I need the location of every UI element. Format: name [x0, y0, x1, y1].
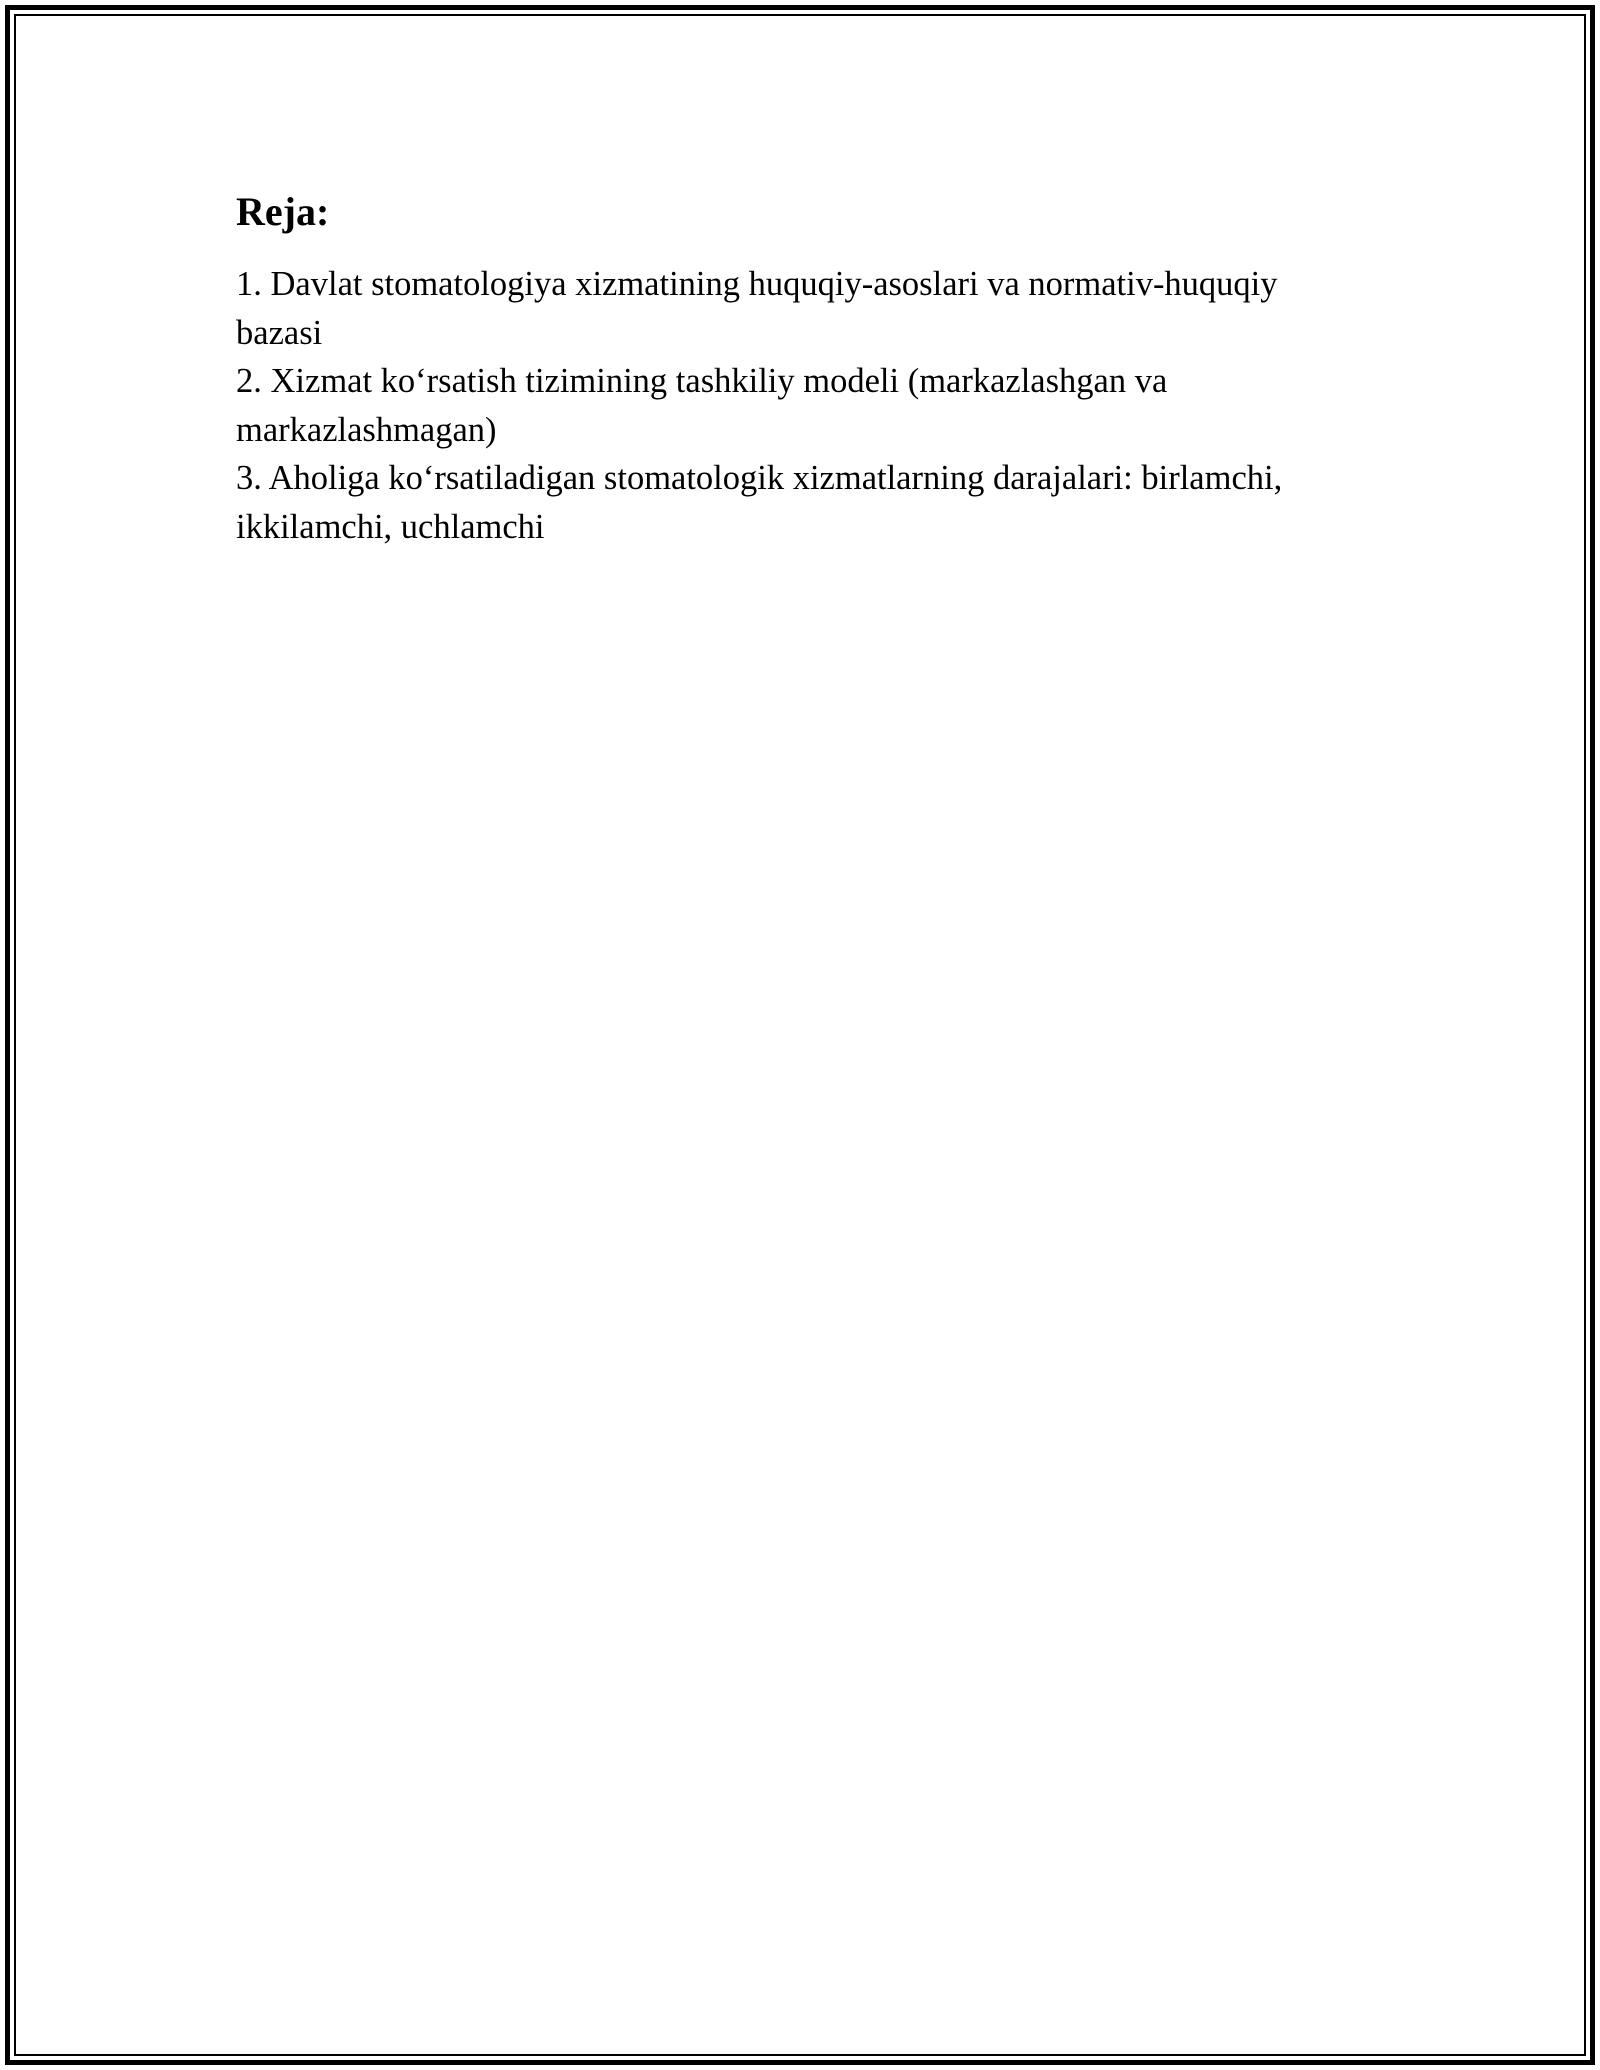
plan-item-2: 2. Xizmat ko‘rsatish tizimining tashkiliy modeli (markazlashgan va markazlashmagan) — [236, 362, 1168, 449]
page-content — [236, 186, 1366, 551]
plan-heading: Reja: — [236, 189, 330, 234]
plan-list — [236, 260, 1366, 551]
plan-item-1: 1. Davlat stomatologiya xizmatining huquqiy-asoslari va normativ-huquqiy bazasi — [236, 265, 1278, 352]
plan-item-3: 3. Aholiga ko‘rsatiladigan stomatologik xizmatlarning darajalari: birlamchi, ikkilamchi, uchlamchi — [236, 459, 1283, 546]
